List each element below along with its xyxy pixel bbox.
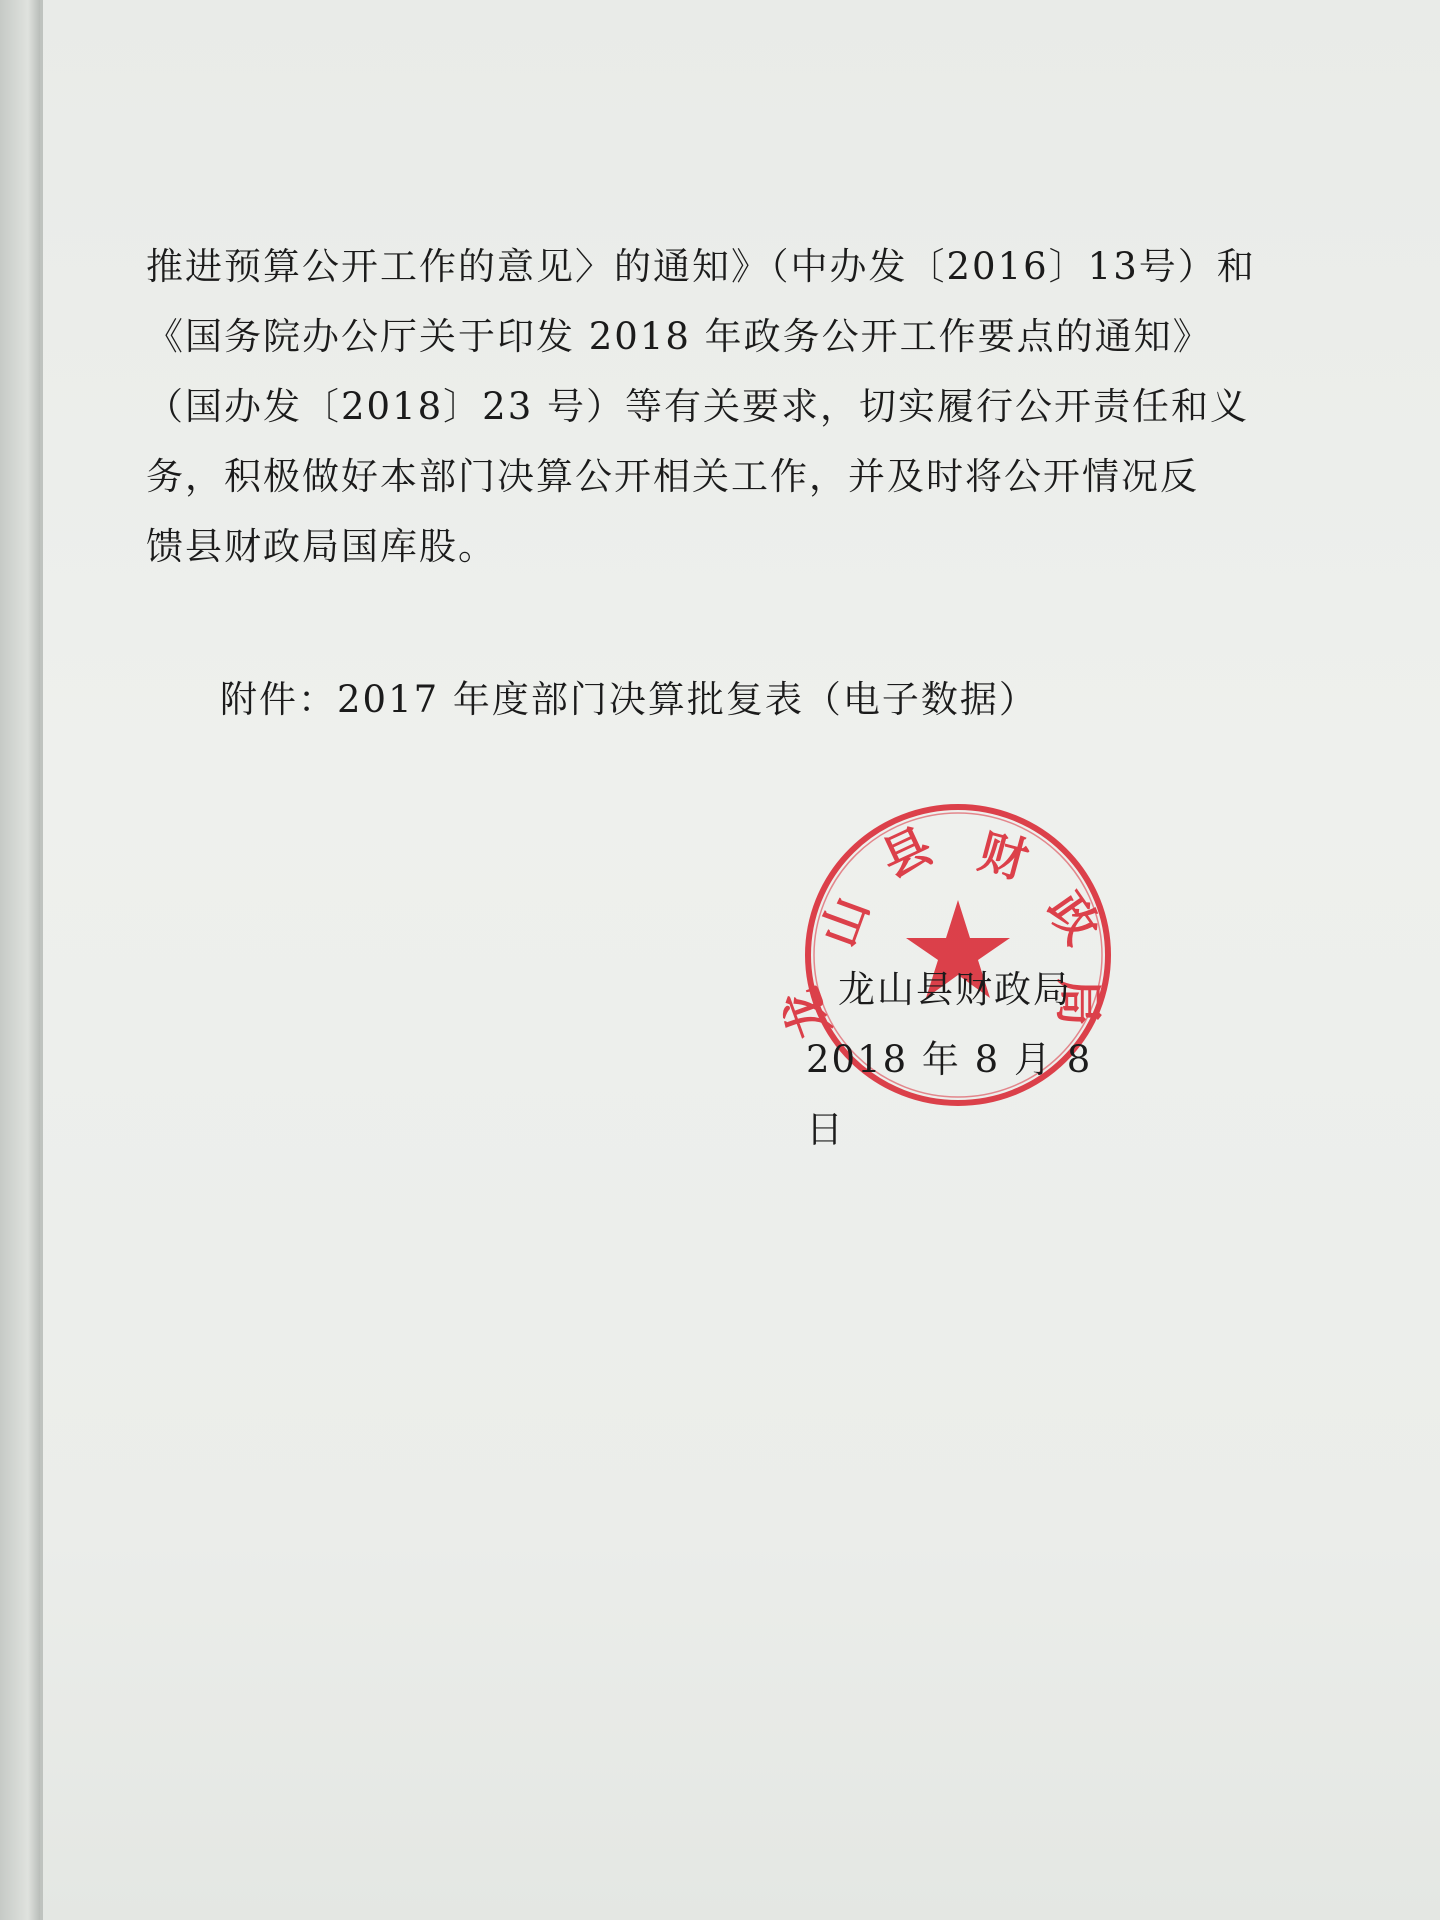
- underlying-page-edge: [0, 0, 40, 1920]
- issuing-organization: 龙山县财政局: [838, 968, 1072, 1011]
- body-line: 务，积极做好本部门决算公开相关工作，并及时将公开情况反: [146, 455, 1199, 498]
- svg-text:局: 局: [1050, 978, 1106, 1027]
- svg-text:山: 山: [810, 889, 880, 955]
- svg-text:县: 县: [873, 817, 941, 889]
- issue-date: 2018 年 8 月 8 日: [806, 1038, 1093, 1151]
- signature-block: [808, 955, 1108, 1165]
- body-line: 推进预算公开工作的意见〉的通知》（中办发〔2016〕13号）和: [146, 245, 1256, 288]
- attachment-note: 附件：2017 年度部门决算批复表（电子数据）: [220, 678, 1038, 721]
- body-line: 《国务院办公厅关于印发 2018 年政务公开工作要点的通知》: [146, 315, 1212, 358]
- svg-text:财: 财: [972, 823, 1034, 891]
- body-line: 馈县财政局国库股。: [146, 525, 497, 568]
- body-line: （国办发〔2018〕23 号）等有关要求，切实履行公开责任和义: [146, 385, 1250, 428]
- svg-text:政: 政: [1036, 882, 1110, 955]
- body-paragraph: [146, 232, 1266, 582]
- svg-text:龙: 龙: [772, 980, 842, 1046]
